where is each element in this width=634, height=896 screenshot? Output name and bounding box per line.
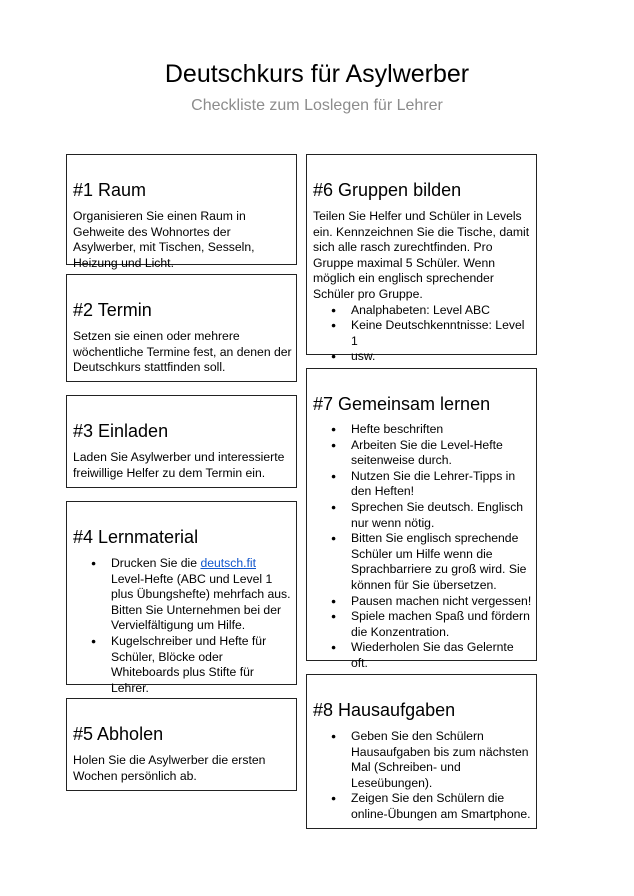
item-text-suffix: Level-Hefte (ABC und Level 1 plus Übungshefte) mehrfach aus. Bitten Sie Unternehmen bei der Vervielfältigung um Hilfe. bbox=[111, 571, 291, 633]
section-termin bbox=[66, 274, 297, 382]
list-item: ● Pausen machen nicht vergessen! bbox=[351, 594, 532, 610]
section-heading: #1 Raum bbox=[73, 180, 147, 200]
section-hausaufgaben bbox=[306, 674, 537, 829]
list-item: ● Arbeiten Sie die Level-Hefte seitenweise durch. bbox=[351, 438, 532, 469]
list-item bbox=[111, 556, 292, 634]
list-item: ● Zeigen Sie den Schülern die online-Übungen am Smartphone. bbox=[351, 791, 532, 822]
section-einladen bbox=[66, 395, 297, 488]
list-item: ● Bitten Sie englisch sprechende Schüler um Hilfe wenn die Sprachbarriere zu groß wird. Sie können für Sie übersetzen. bbox=[351, 531, 532, 593]
materials-list bbox=[73, 556, 292, 696]
list-item: ● Analphabeten: Level ABC bbox=[351, 303, 532, 319]
section-heading: #8 Hausaufgaben bbox=[313, 700, 456, 720]
list-item: ● Hefte beschriften bbox=[351, 422, 532, 438]
list-item: ● Spiele machen Spaß und fördern die Konzentration. bbox=[351, 609, 532, 640]
section-text: Holen Sie die Asylwerber die ersten Wochen persönlich ab. bbox=[73, 753, 266, 783]
section-heading: #2 Termin bbox=[73, 300, 152, 320]
section-text: Organisieren Sie einen Raum in Gehweite des Wohnortes der Asylwerber, mit Tischen, Sesseln, Heizung und Licht. bbox=[73, 209, 255, 270]
section-text: Teilen Sie Helfer und Schüler in Levels ein. Kennzeichnen Sie die Tische, damit sich alle rasch zurechtfinden. Pro Gruppe maximal 5 Schüler. Wenn möglich ein englisch sprechender Schüler pro Gruppe. bbox=[313, 209, 530, 301]
section-raum bbox=[66, 154, 297, 270]
section-heading: #5 Abholen bbox=[73, 724, 164, 744]
page-subtitle: Checkliste zum Loslegen für Lehrer bbox=[191, 97, 443, 114]
section-heading: #4 Lernmaterial bbox=[73, 527, 199, 547]
levels-list bbox=[313, 303, 532, 365]
list-item: ● Kugelschreiber und Hefte für Schüler, Blöcke oder Whiteboards plus Stifte für Lehrer. bbox=[111, 634, 292, 696]
section-heading: #3 Einladen bbox=[73, 421, 169, 441]
section-gemeinsam bbox=[306, 368, 537, 670]
list-item: ● Wiederholen Sie das Gelernte oft. bbox=[351, 640, 532, 671]
section-heading: #6 Gruppen bilden bbox=[313, 180, 462, 200]
section-abholen bbox=[66, 698, 297, 791]
list-item: ● Keine Deutschkenntnisse: Level 1 bbox=[351, 318, 532, 349]
page-title: Deutschkurs für Asylwerber bbox=[164, 60, 470, 88]
item-text-prefix: Drucken Sie die bbox=[111, 556, 198, 570]
section-lernmaterial bbox=[66, 501, 297, 695]
list-item: ● usw. bbox=[351, 349, 532, 365]
section-text: Laden Sie Asylwerber und interessierte freiwillige Helfer zu dem Termin ein. bbox=[73, 450, 285, 480]
section-heading: #7 Gemeinsam lernen bbox=[313, 394, 491, 414]
section-text: Setzen sie einen oder mehrere wöchentliche Termine fest, an denen der Deutschkurs stattfinden soll. bbox=[73, 329, 292, 375]
deutsch-fit-link[interactable]: deutsch.fit bbox=[200, 556, 256, 570]
list-item: ● Nutzen Sie die Lehrer-Tipps in den Heften! bbox=[351, 469, 532, 500]
homework-list bbox=[313, 729, 532, 823]
section-gruppen bbox=[306, 154, 537, 364]
list-item: ● Sprechen Sie deutsch. Englisch nur wenn nötig. bbox=[351, 500, 532, 531]
learning-list bbox=[313, 422, 532, 672]
list-item: ● Geben Sie den Schülern Hausaufgaben bis zum nächsten Mal (Schreiben- und Leseübungen). bbox=[351, 729, 532, 791]
